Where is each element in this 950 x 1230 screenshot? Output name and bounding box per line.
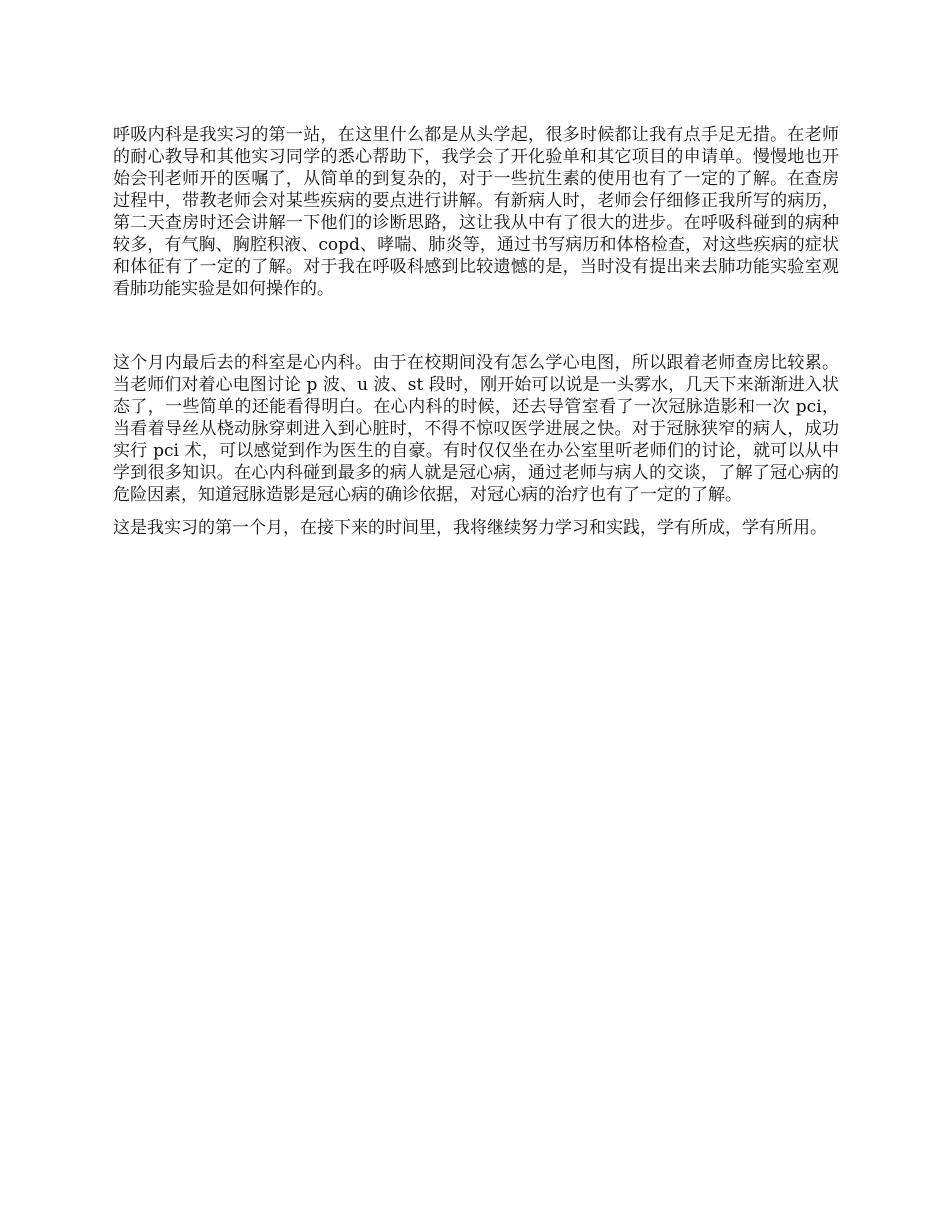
document-body — [113, 124, 839, 539]
paragraph-respiratory-department: 呼吸内科是我实习的第一站，在这里什么都是从头学起，很多时候都让我有点手足无措。在老师的耐心教导和其他实习同学的悉心帮助下，我学会了开化验单和其它项目的申请单。慢慢地也开始会刊老师开的医嘱了，从简单的到复杂的，对于一些抗生素的使用也有了一定的了解。在查房过程中，带教老师会对某些疾病的要点进行讲解。有新病人时，老师会仔细修正我所写的病历，第二天查房时还会讲解一下他们的诊断思路，这让我从中有了很大的进步。在呼吸科碰到的病种较多，有气胸、胸腔积液、copd、哮喘、肺炎等，通过书写病历和体格检查，对这些疾病的症状和体征有了一定的了解。对于我在呼吸科感到比较遗憾的是，当时没有提出来去肺功能实验室观看肺功能实验是如何操作的。 — [113, 125, 839, 299]
paragraph-summary: 这是我实习的第一个月，在接下来的时间里，我将继续努力学习和实践，学有所成，学有所用。 — [113, 518, 827, 538]
paragraph-cardiology-department: 这个月内最后去的科室是心内科。由于在校期间没有怎么学心电图，所以跟着老师查房比较累。当老师们对着心电图讨论 p 波、u 波、st 段时，刚开始可以说是一头雾水，几天下来渐渐进入状态了，一些简单的还能看得明白。在心内科的时候，还去导管室看了一次冠脉造影和一次 pci，当看着导丝从桡动脉穿刺进入到心脏时，不得不惊叹医学进展之快。对于冠脉狭窄的病人，成功实行 pci 术，可以感觉到作为医生的自豪。有时仅仅坐在办公室里听老师们的讨论，就可以从中学到很多知识。在心内科碰到最多的病人就是冠心病，通过老师与病人的交谈，了解了冠心病的危险因素，知道冠脉造影是冠心病的确诊依据，对冠心病的治疗也有了一定的了解。 — [113, 353, 839, 505]
